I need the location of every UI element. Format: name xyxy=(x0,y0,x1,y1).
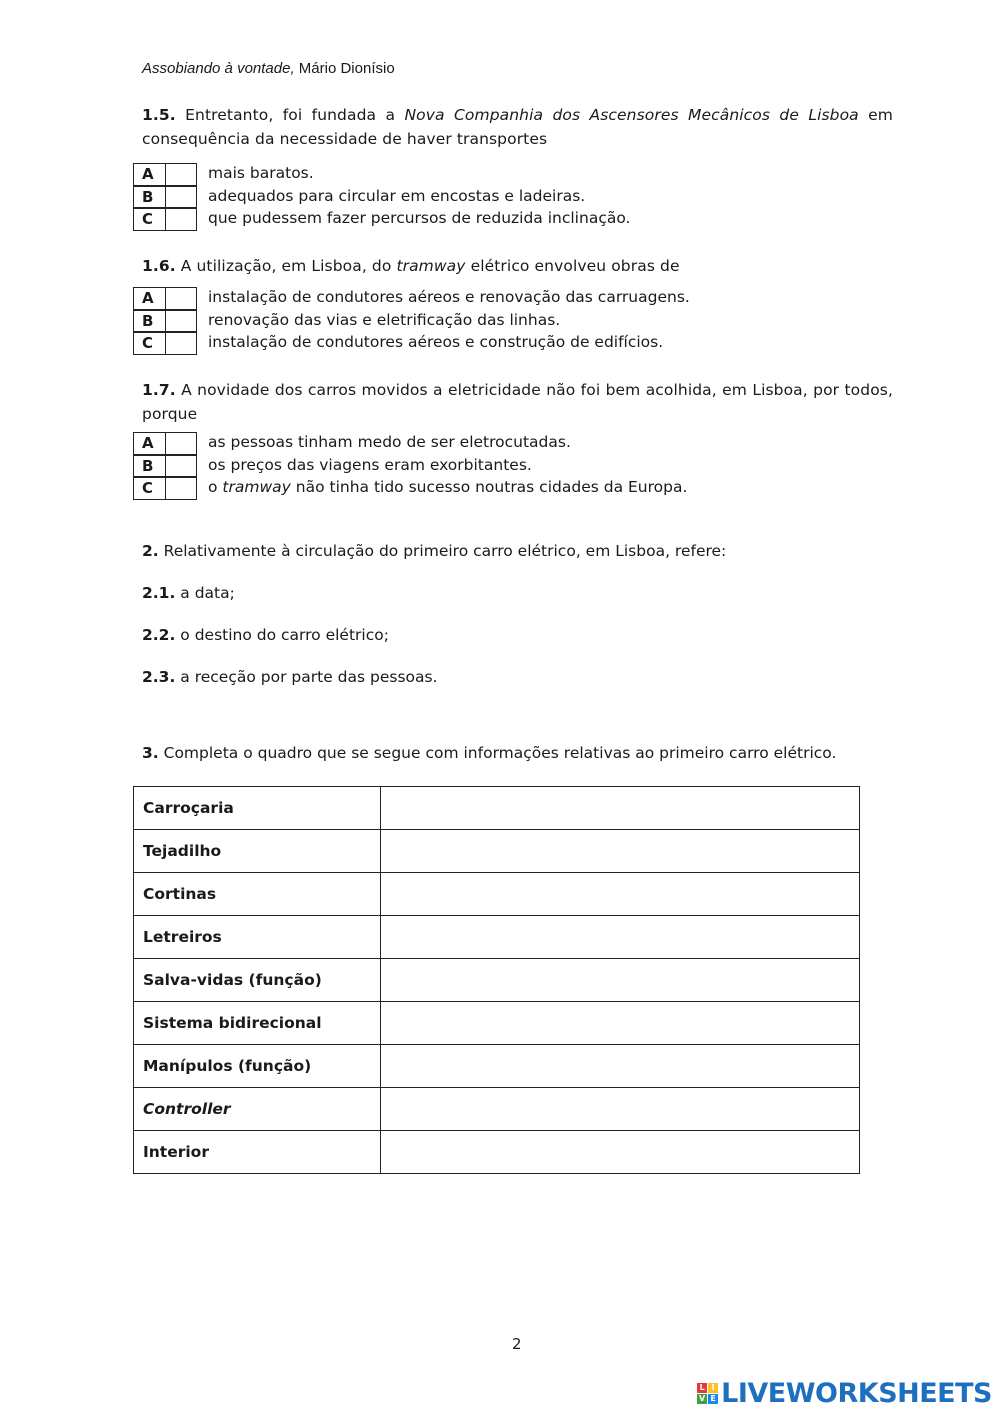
option-text: instalação de condutores aéreos e construção de edifícios. xyxy=(208,333,664,351)
checkbox[interactable] xyxy=(165,209,166,230)
option-text: mais baratos. xyxy=(208,164,314,182)
logo-letter: V xyxy=(699,1394,706,1403)
checkbox[interactable] xyxy=(165,187,166,208)
question-text: a data; xyxy=(180,584,235,602)
option-text-part: o xyxy=(208,478,218,496)
question-number: 3. xyxy=(142,744,159,762)
brand-name: LIVEWORKSHEETS xyxy=(721,1378,992,1409)
option-text: adequados para circular em encostas e ladeiras. xyxy=(208,186,586,205)
page-header xyxy=(142,60,395,77)
row-label: Sistema bidirecional xyxy=(134,1002,381,1045)
option-letter: C xyxy=(142,479,154,497)
table-row xyxy=(134,830,860,873)
table-row xyxy=(134,873,860,916)
page-number: 2 xyxy=(512,1335,522,1353)
question-number: 1.5. xyxy=(142,106,176,124)
answer-cell[interactable] xyxy=(381,916,860,959)
answer-box xyxy=(133,287,197,310)
table-row xyxy=(134,1045,860,1088)
checkbox[interactable] xyxy=(165,288,166,309)
option-text: os preços das viagens eram exorbitantes. xyxy=(208,455,532,474)
answer-box xyxy=(133,186,197,209)
answer-box xyxy=(133,163,197,186)
question-1-5 xyxy=(142,103,893,151)
question-text: em consequência da necessidade de haver transportes xyxy=(142,106,894,148)
question-text: o destino do carro elétrico; xyxy=(180,626,389,644)
answer-cell[interactable] xyxy=(381,830,860,873)
question-number: 2. xyxy=(142,542,159,560)
checkbox[interactable] xyxy=(165,478,166,499)
option-text-part: não tinha tido sucesso noutras cidades da Europa. xyxy=(295,478,688,496)
option-text: renovação das vias e eletrificação das linhas. xyxy=(208,310,561,329)
answer-cell[interactable] xyxy=(381,787,860,830)
option-letter: A xyxy=(142,434,154,452)
question-2-1 xyxy=(142,584,235,602)
table-row xyxy=(134,959,860,1002)
info-table xyxy=(133,786,860,1174)
question-1-6 xyxy=(142,254,893,278)
question-text: Relativamente à circulação do primeiro carro elétrico, em Lisboa, refere: xyxy=(163,542,727,560)
option-letter: C xyxy=(142,210,154,228)
question-2-3 xyxy=(142,668,438,686)
option-letter: B xyxy=(142,311,154,330)
checkbox[interactable] xyxy=(165,456,166,477)
table-row xyxy=(134,787,860,830)
author-name: Mário Dionísio xyxy=(298,60,395,77)
answer-cell[interactable] xyxy=(381,1131,860,1174)
liveworksheets-logo[interactable] xyxy=(697,1378,992,1409)
question-text: a receção por parte das pessoas. xyxy=(180,668,438,686)
question-text-italic: Nova Companhia dos Ascensores Mecânicos de Lisboa xyxy=(404,106,859,124)
table-row xyxy=(134,1002,860,1045)
answer-box xyxy=(133,310,197,333)
answer-cell[interactable] xyxy=(381,959,860,1002)
logo-letter: L xyxy=(697,1383,707,1393)
option-text-italic: tramway xyxy=(222,478,291,496)
checkbox[interactable] xyxy=(165,433,166,454)
option-text: instalação de condutores aéreos e renovação das carruagens. xyxy=(208,288,690,306)
work-title: Assobiando à vontade, xyxy=(142,60,295,77)
answer-box xyxy=(133,208,197,231)
answer-box xyxy=(133,455,197,478)
question-text-italic: tramway xyxy=(396,257,466,275)
option-letter: A xyxy=(142,289,154,307)
logo-letter: I xyxy=(708,1383,718,1393)
option-text: que pudessem fazer percursos de reduzida inclinação. xyxy=(208,209,631,227)
question-3 xyxy=(142,744,836,762)
question-number: 2.3. xyxy=(142,668,176,686)
question-number: 2.2. xyxy=(142,626,176,644)
question-number: 1.6. xyxy=(142,257,176,275)
row-label: Salva-vidas (função) xyxy=(134,959,381,1002)
question-number: 1.7. xyxy=(142,381,176,399)
checkbox[interactable] xyxy=(165,164,166,185)
logo-icon xyxy=(697,1383,718,1404)
answer-box xyxy=(133,432,197,455)
table-row xyxy=(134,1088,860,1131)
table-row xyxy=(134,1131,860,1174)
question-text: A novidade dos carros movidos a eletricidade não foi bem acolhida, em Lisboa, por todos, porque xyxy=(142,381,893,423)
option-letter: C xyxy=(142,334,154,352)
row-label: Controller xyxy=(134,1088,381,1131)
option-letter: A xyxy=(142,165,154,183)
option-letter: B xyxy=(142,456,154,475)
option-letter: B xyxy=(142,187,154,206)
answer-cell[interactable] xyxy=(381,1045,860,1088)
checkbox[interactable] xyxy=(165,333,166,354)
answer-box xyxy=(133,332,197,355)
question-text: A utilização, em Lisboa, do xyxy=(180,257,392,275)
answer-cell[interactable] xyxy=(381,1002,860,1045)
option-text xyxy=(208,478,687,496)
row-label: Tejadilho xyxy=(134,830,381,873)
question-2 xyxy=(142,542,726,560)
answer-cell[interactable] xyxy=(381,1088,860,1131)
table-row xyxy=(134,916,860,959)
row-label: Carroçaria xyxy=(134,787,381,830)
question-1-7 xyxy=(142,378,893,426)
logo-letter: E xyxy=(708,1394,718,1404)
row-label: Letreiros xyxy=(134,916,381,959)
question-text: Completa o quadro que se segue com informações relativas ao primeiro carro elétrico. xyxy=(163,744,837,762)
question-2-2 xyxy=(142,626,389,644)
option-text: as pessoas tinham medo de ser eletrocutadas. xyxy=(208,433,571,451)
answer-box xyxy=(133,477,197,500)
checkbox[interactable] xyxy=(165,311,166,332)
answer-cell[interactable] xyxy=(381,873,860,916)
question-text: elétrico envolveu obras de xyxy=(470,257,680,275)
row-label: Interior xyxy=(134,1131,381,1174)
question-text: Entretanto, foi fundada a xyxy=(185,106,396,124)
row-label: Manípulos (função) xyxy=(134,1045,381,1088)
question-number: 2.1. xyxy=(142,584,176,602)
row-label: Cortinas xyxy=(134,873,381,916)
